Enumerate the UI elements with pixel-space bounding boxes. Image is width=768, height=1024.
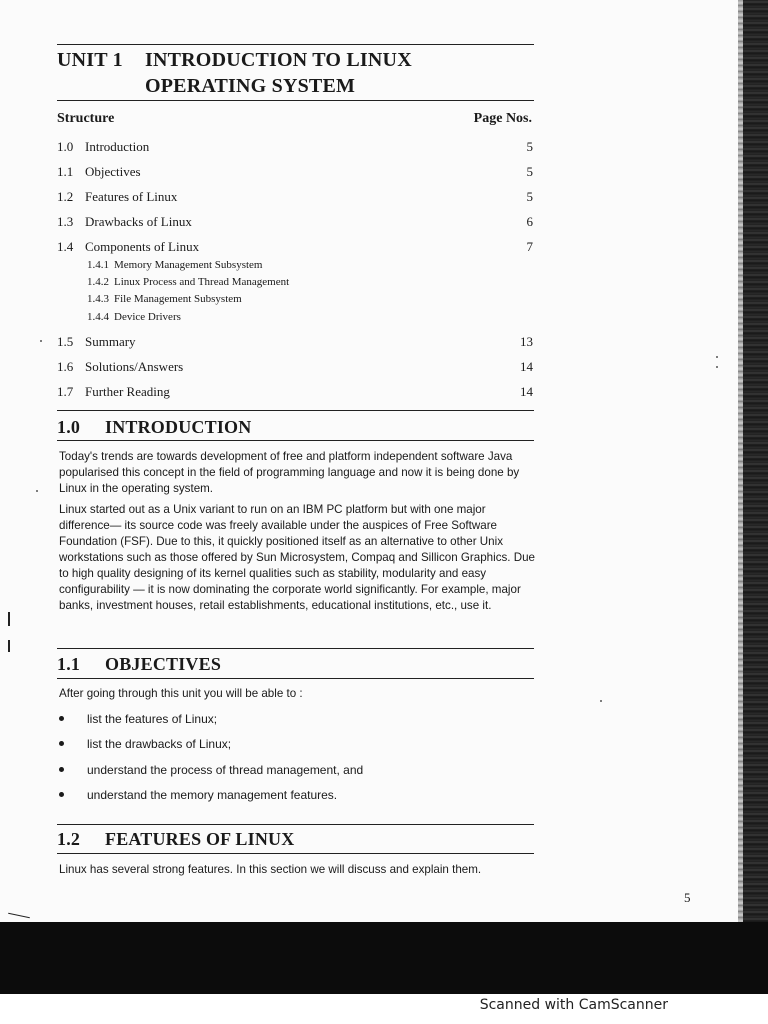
- toc-subentry-number: 1.4.3: [87, 293, 109, 305]
- title-rule: [57, 100, 534, 101]
- toc-entry-number: 1.4: [57, 239, 74, 254]
- toc-entry-page: 5: [526, 189, 533, 204]
- toc-entry-page: 7: [526, 239, 533, 254]
- toc-subentry-title: File Management Subsystem: [114, 293, 242, 305]
- toc-entry-number: 1.5: [57, 334, 74, 349]
- toc-entry-title: Further Reading: [85, 384, 170, 399]
- scan-speck: [40, 340, 42, 342]
- toc-entry-title: Summary: [85, 334, 136, 349]
- toc-subentry: [87, 275, 289, 289]
- section-number: 1.2: [57, 829, 81, 849]
- toc-entry-title: Drawbacks of Linux: [85, 214, 192, 229]
- unit-title: [57, 48, 412, 72]
- toc-subentry: [87, 258, 262, 272]
- scanner-footer: [0, 994, 768, 1024]
- unit-title-line2: OPERATING SYSTEM: [145, 75, 356, 97]
- scan-bottom-band: [0, 922, 768, 994]
- toc-entry-title: Introduction: [85, 139, 150, 154]
- toc-entry-page: 14: [520, 359, 533, 374]
- section-title: FEATURES OF LINUX: [105, 829, 295, 849]
- features-paragraph: Linux has several strong features. In this section we will discuss and explain them.: [59, 863, 482, 876]
- toc-entry-page: 5: [526, 139, 533, 154]
- toc-subentry: [87, 292, 242, 306]
- toc-subentry-number: 1.4.4: [87, 311, 109, 323]
- toc-entry-number: 1.6: [57, 359, 74, 374]
- scan-speck: [600, 700, 602, 702]
- structure-label: Structure: [57, 111, 115, 126]
- toc-subentry-title: Memory Management Subsystem: [114, 259, 263, 271]
- toc-entry-number: 1.7: [57, 384, 74, 399]
- scan-speck: [36, 490, 38, 492]
- toc-subentry: [87, 310, 181, 324]
- scanned-page-edge: [738, 0, 768, 922]
- toc-entry-page: 5: [526, 164, 533, 179]
- section-number: 1.1: [57, 654, 81, 674]
- margin-mark: [8, 913, 30, 919]
- toc-entry-page: 6: [526, 214, 533, 229]
- introduction-paragraph: Linux started out as a Unix variant to run on an IBM PC platform but with one major difference— its source code was freely available under the auspices of Free Software Foundation (FSF). Due to this, it quickly positioned itself as an alternative to other Unix workstations such as those offered by Sun Microsystem, Compaq and Sillicon Graphics. Due to high quality designing of its kernel qualities such as stability, modularity and easy configurability — it is now dominating the corporate world significantly. For example, major banks, investment houses, retail establishments, educational institutions, etc., use it.: [59, 503, 535, 612]
- section-rule: [57, 824, 534, 825]
- section-heading-features: [57, 828, 294, 850]
- margin-mark: [8, 640, 10, 652]
- section-title: OBJECTIVES: [105, 654, 222, 674]
- scanner-watermark: Scanned with CamScanner: [479, 997, 668, 1013]
- margin-mark: [8, 612, 10, 626]
- section-rule: [57, 410, 534, 411]
- toc-subentry-number: 1.4.2: [87, 276, 109, 288]
- objective-text: list the features of Linux;: [87, 712, 218, 726]
- scan-speck: [716, 366, 718, 368]
- objective-text: understand the process of thread management, and: [87, 763, 364, 777]
- toc-entry-title: Objectives: [85, 164, 141, 179]
- objective-text: understand the memory management features.: [87, 788, 338, 802]
- toc-entry-page: 14: [520, 384, 533, 399]
- toc-entry-title: Features of Linux: [85, 189, 178, 204]
- toc-subentry-title: Linux Process and Thread Management: [114, 276, 290, 288]
- top-rule: [57, 44, 534, 45]
- toc-entry-page: 13: [520, 334, 533, 349]
- section-rule: [57, 678, 534, 679]
- unit-number: UNIT 1: [57, 49, 123, 71]
- page-number: 5: [684, 890, 691, 905]
- introduction-paragraph: Today's trends are towards development of free and platform independent software Java popularised this concept in the field of programming language and now it is being done by Linux in the operating system.: [59, 450, 520, 495]
- bullet-icon: [59, 792, 64, 797]
- scan-speck: [716, 356, 718, 358]
- section-heading-introduction: [57, 416, 251, 438]
- toc-subentry-number: 1.4.1: [87, 259, 109, 271]
- bullet-icon: [59, 716, 64, 721]
- toc-entry-number: 1.0: [57, 139, 74, 154]
- section-number: 1.0: [57, 417, 81, 437]
- toc-subentry-title: Device Drivers: [114, 311, 181, 323]
- toc-entry-number: 1.3: [57, 214, 74, 229]
- bullet-icon: [59, 767, 64, 772]
- toc-entry-title: Components of Linux: [85, 239, 200, 254]
- toc-entry-number: 1.1: [57, 164, 74, 179]
- objective-text: list the drawbacks of Linux;: [87, 737, 232, 751]
- toc-entry-number: 1.2: [57, 189, 74, 204]
- toc-entry-title: Solutions/Answers: [85, 359, 184, 374]
- section-title: INTRODUCTION: [105, 417, 252, 437]
- page-nos-label: Page Nos.: [473, 111, 532, 126]
- section-rule: [57, 440, 534, 441]
- bullet-icon: [59, 741, 64, 746]
- unit-title-line1: INTRODUCTION TO LINUX: [145, 49, 412, 71]
- section-heading-objectives: [57, 653, 221, 675]
- section-rule: [57, 648, 534, 649]
- objectives-intro: After going through this unit you will be able to :: [59, 687, 303, 700]
- section-rule: [57, 853, 534, 854]
